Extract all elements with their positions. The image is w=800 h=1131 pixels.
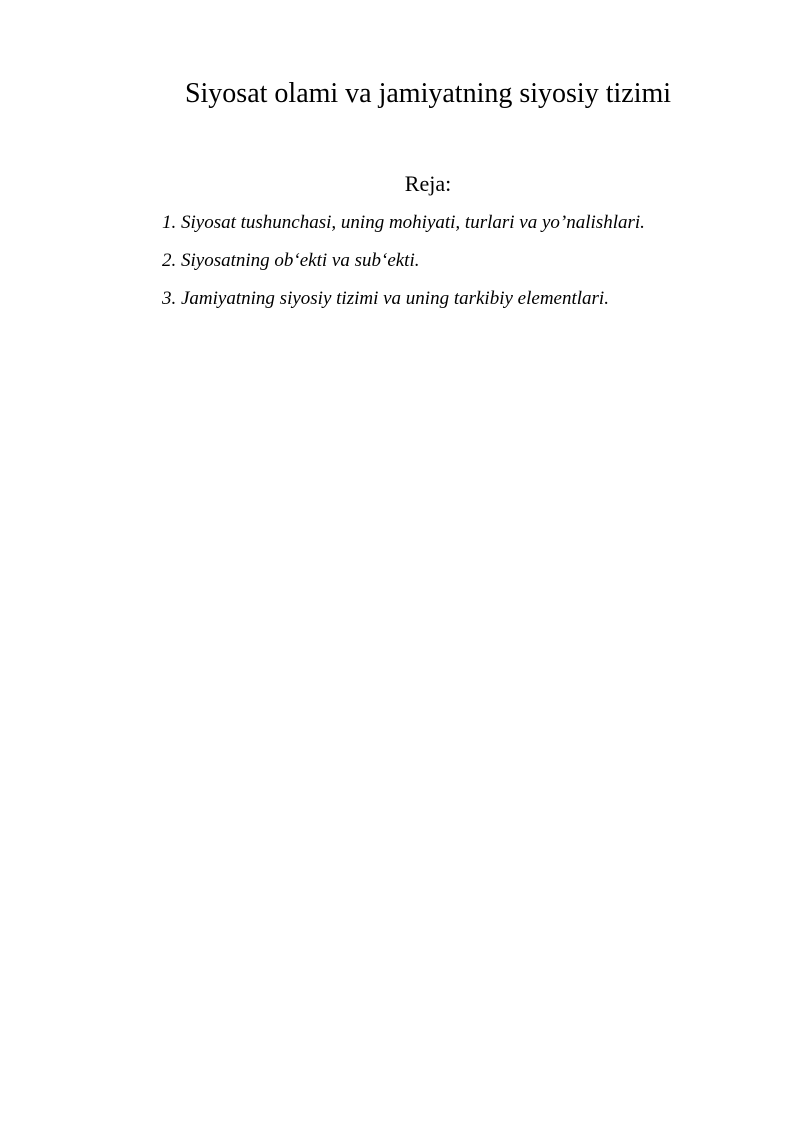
document-title: Siyosat olami va jamiyatning siyosiy tizimi bbox=[184, 78, 672, 109]
plan-item: 1. Siyosat tushunchasi, uning mohiyati, turlari va yo’nalishlari. bbox=[162, 212, 645, 233]
plan-list bbox=[162, 210, 645, 324]
plan-item: 3. Jamiyatning siyosiy tizimi va uning tarkibiy elementlari. bbox=[162, 288, 609, 309]
plan-heading: Reja: bbox=[404, 171, 452, 196]
plan-item: 2. Siyosatning ob‘ekti va sub‘ekti. bbox=[162, 250, 420, 271]
